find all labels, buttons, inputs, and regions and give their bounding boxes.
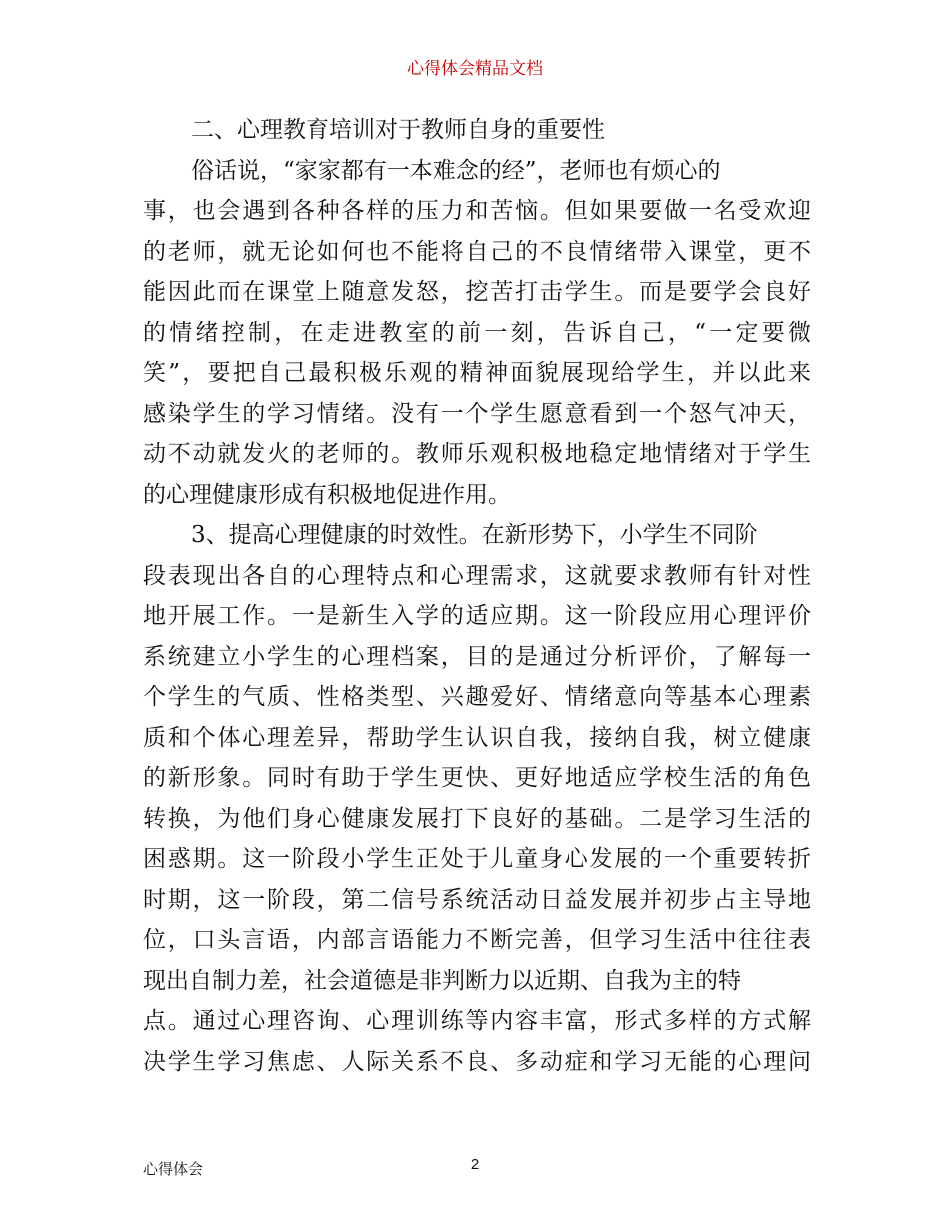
paragraph-line: 个学生的气质、性格类型、兴趣爱好、情绪意向等基本心理素	[143, 684, 811, 710]
paragraph-line: 动不动就发火的老师的。教师乐观积极地稳定地情绪对于学生	[143, 441, 811, 467]
paragraph-line: 点。通过心理咨询、心理训练等内容丰富，形式多样的方式解	[143, 1008, 811, 1034]
paragraph-line: 决学生学习焦虑、人际关系不良、多动症和学习无能的心理问	[143, 1048, 811, 1075]
paragraph-line: 系统建立小学生的心理档案，目的是通过分析评价，了解每一	[143, 643, 811, 670]
paragraph-line: 地开展工作。一是新生入学的适应期。这一阶段应用心理评价	[143, 603, 811, 629]
paragraph-line: 位，口头言语，内部言语能力不断完善，但学习生活中往往表	[143, 927, 811, 953]
paragraph-line: 困惑期。这一阶段小学生正处于儿童身心发展的一个重要转折	[143, 846, 811, 872]
paragraph-line: 的心理健康形成有积极地促进作用。	[143, 481, 511, 508]
paragraph-line: 现出自制力差，社会道德是非判断力以近期、自我为主的特	[143, 967, 741, 994]
document-body	[143, 110, 811, 1082]
paragraph-line: 感染学生的学习情绪。没有一个学生愿意看到一个怒气冲天，	[143, 400, 811, 427]
paragraph-line: 的情绪控制，在走进教室的前一刻，告诉自己，“一定要微	[143, 319, 811, 346]
paragraph-line: 俗话说，“家家都有一本难念的经”，老师也有烦心的	[191, 157, 721, 184]
paragraph-line: 能因此而在课堂上随意发怒，挖苦打击学生。而是要学会良好	[143, 279, 811, 305]
paragraph-line: 事，也会遇到各种各样的压力和苦恼。但如果要做一名受欢迎	[143, 198, 811, 224]
paragraph-line: 段表现出各自的心理特点和心理需求，这就要求教师有针对性	[143, 562, 811, 589]
paragraph-line: 3、提高心理健康的时效性。在新形势下，小学生不同阶	[191, 522, 758, 548]
paragraph-line: 转换，为他们身心健康发展打下良好的基础。二是学习生活的	[143, 805, 811, 832]
paragraph-line: 时期，这一阶段，第二信号系统活动日益发展并初步占主导地	[143, 886, 811, 913]
page-header-title: 心得体会精品文档	[407, 59, 543, 79]
section-heading: 二、心理教育培训对于教师自身的重要性	[191, 117, 605, 143]
page-number: 2	[470, 1156, 480, 1173]
paragraph-line: 质和个体心理差异，帮助学生认识自我，接纳自我，树立健康	[143, 724, 811, 751]
paragraph-line: 笑”，要把自己最积极乐观的精神面貌展现给学生，并以此来	[143, 360, 811, 386]
footer-label: 心得体会	[143, 1160, 204, 1178]
paragraph-line: 的老师，就无论如何也不能将自己的不良情绪带入课堂，更不	[143, 238, 811, 265]
paragraph-line: 的新形象。同时有助于学生更快、更好地适应学校生活的角色	[143, 765, 811, 791]
